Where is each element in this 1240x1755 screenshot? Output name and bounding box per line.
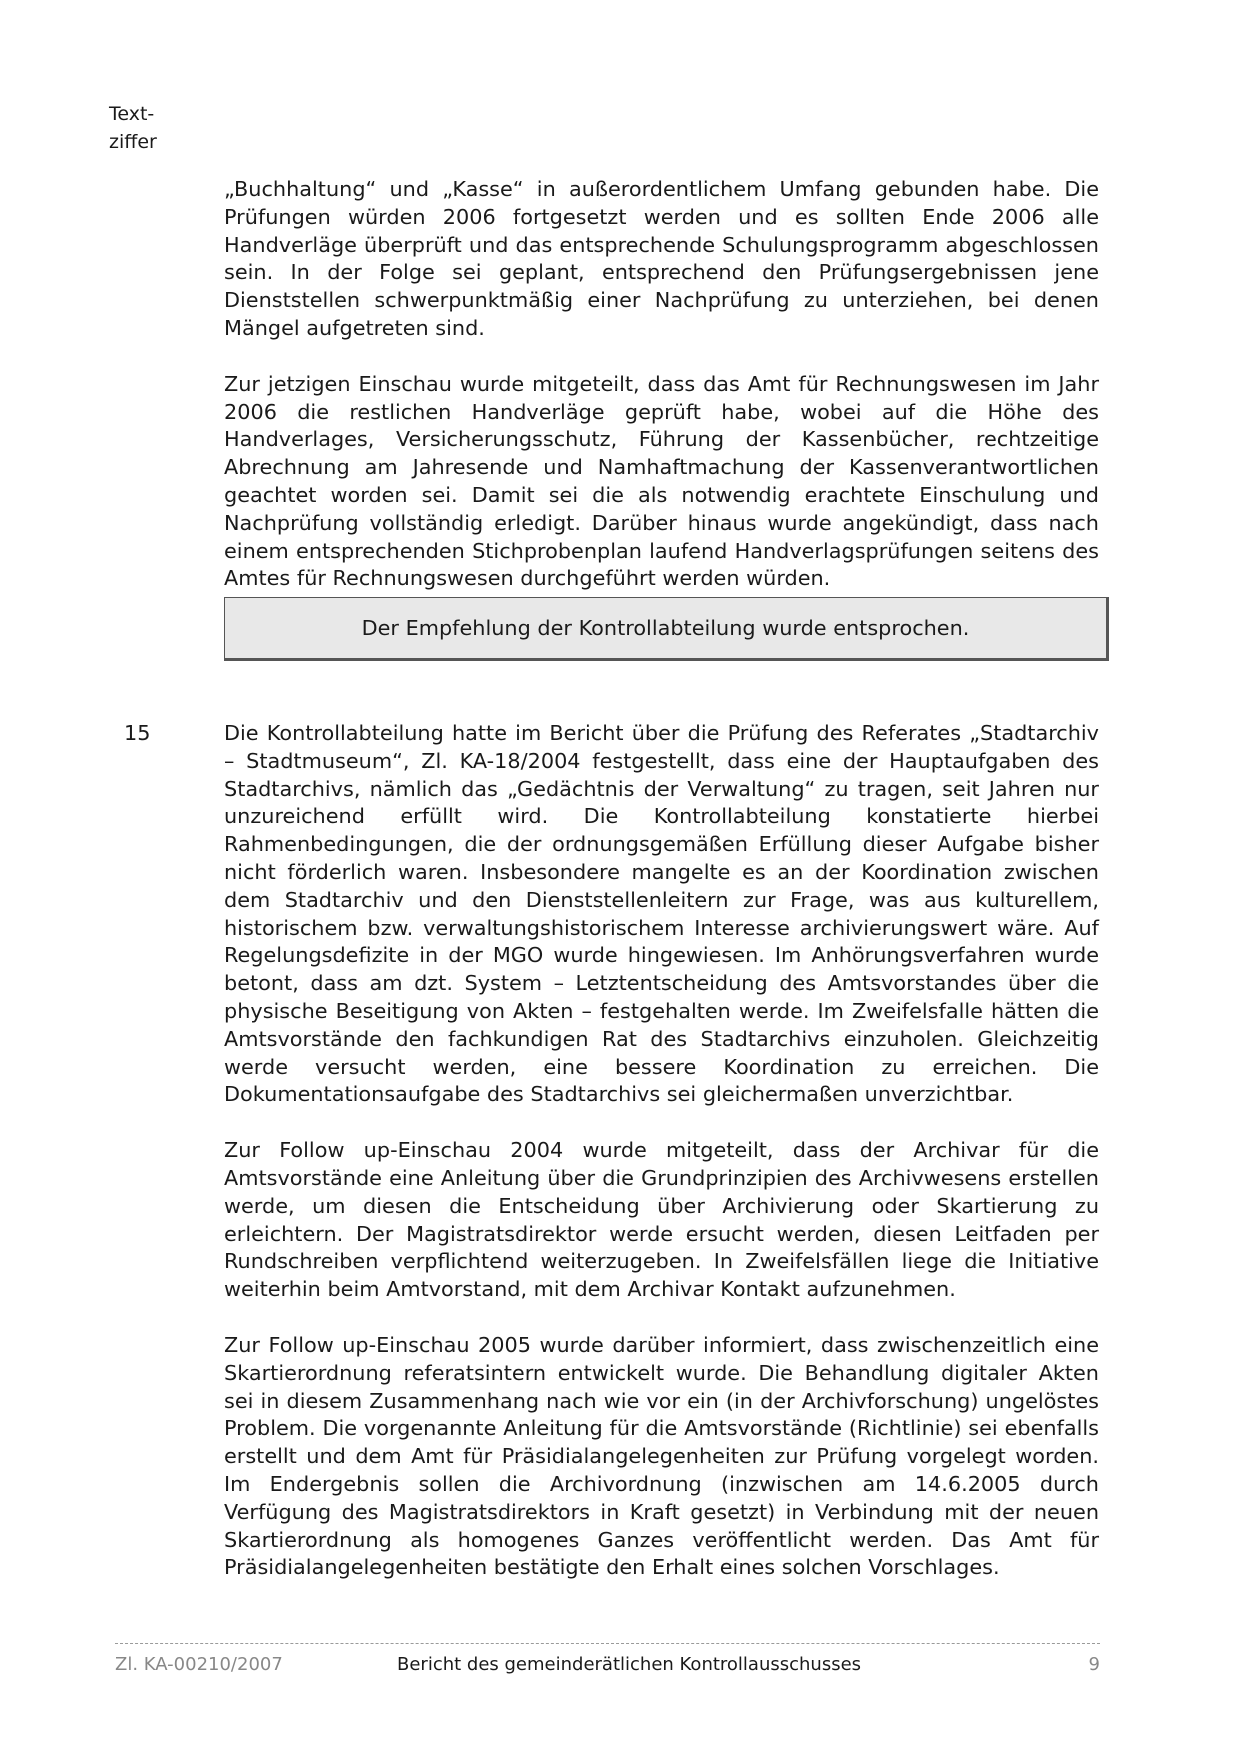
paragraph: Zur Follow up-Einschau 2004 wurde mitgeteilt, dass der Archivar für die Amtsvorstände eine Anleitung über die Grundprinzipien des Archivwesens erstellen werde, um diesen die Entscheidung über Archivierung oder Skartierung zu erleichtern. Der Magistratsdirektor werde ersucht werden, diesen Leitfaden per Rundschreiben verpflichtend weiterzugeben. In Zweifelsfällen liege die Initiative weiterhin beim Amtvorstand, mit dem Archivar Kontakt aufzunehmen. [224, 1138, 1099, 1302]
paragraph: Zur Follow up-Einschau 2005 wurde darüber informiert, dass zwischenzeitlich eine Skartierordnung referatsintern entwickelt wurde. Die Behandlung digitaler Akten sei in diesem Zusammenhang nach wie vor ein (in der Archivforschung) ungelöstes Problem. Die vorgenannte Anleitung für die Amtsvorstände (Richtlinie) sei ebenfalls erstellt und dem Amt für Präsidialangelegenheiten zur Prüfung vorgelegt worden. Im Endergebnis sollen die Archivordnung (inzwischen am 14.6.2005 durch Verfügung des Magistratsdirektors in Kraft gesetzt) in Verbindung mit der neuen Skartierordnung als homogenes Ganzes veröffentlicht werden. Das Amt für Präsidialangelegenheiten bestätigte den Erhalt eines solchen Vorschlages. [224, 1332, 1099, 1580]
paragraph: „Buchhaltung“ und „Kasse“ in außerordentlichem Umfang gebunden habe. Die Prüfungen würden 2006 fortgesetzt werden und es sollten Ende 2006 alle Handverläge überprüft und das entsprechende Schulungsprogramm abgeschlossen sein. In der Folge sei geplant, entsprechend den Prüfungsergebnissen jene Dienststellen schwerpunktmäßig einer Nachprüfung zu unterziehen, bei denen Mängel aufgetreten sind. [224, 177, 1099, 340]
margin-label-line-2: ziffer [109, 131, 157, 153]
continued-text-block [224, 176, 1099, 593]
item-text-block [224, 720, 1099, 1582]
item-number: 15 [124, 721, 151, 745]
margin-label-line-1: Text- [109, 103, 155, 125]
page-number: 9 [1088, 1654, 1100, 1675]
footer-divider [115, 1643, 1100, 1644]
conclusion-text: Der Empfehlung der Kontrollabteilung wurde entsprochen. [361, 616, 970, 640]
footer-title: Bericht des gemeinderätlichen Kontrollausschusses [397, 1654, 862, 1675]
paragraph: Zur jetzigen Einschau wurde mitgeteilt, dass das Amt für Rechnungswesen im Jahr 2006 die restlichen Handverläge geprüft habe, wobei auf die Höhe des Handverlages, Versicherungsschutz, Führung der Kassenbücher, rechtzeitige Abrechnung am Jahresende und Namhaftmachung der Kassenverantwortlichen geachtet worden sei. Damit sei die als notwendig erachtete Einschulung und Nachprüfung vollständig erledigt. Darüber hinaus wurde angekündigt, dass nach einem entsprechenden Stichprobenplan laufend Handverlagsprüfungen seitens des Amtes für Rechnungswesen durchgeführt werden würden. [224, 371, 1099, 591]
footer-reference: Zl. KA-00210/2007 [115, 1654, 283, 1675]
conclusion-box [224, 597, 1109, 661]
margin-label-textziffer [109, 100, 169, 156]
page-footer [115, 1652, 1100, 1678]
paragraph: Die Kontrollabteilung hatte im Bericht über die Prüfung des Referates „Stadtarchiv – Stadtmuseum“, Zl. KA-18/2004 festgestellt, dass eine der Hauptaufgaben des Stadtarchivs, nämlich das „Gedächtnis der Verwaltung“ zu tragen, seit Jahren nur unzureichend erfüllt wird. Die Kontrollabteilung konstatierte hierbei Rahmenbedingungen, die der ordnungsgemäßen Erfüllung dieser Aufgabe bisher nicht förderlich waren. Insbesondere mangelte es an der Koordination zwischen dem Stadtarchiv und den Dienststellenleitern zur Frage, was aus kulturellem, historischem bzw. verwaltungshistorischem Interesse archivierungswert wäre. Auf Regelungsdefizite in der MGO wurde hingewiesen. Im Anhörungsverfahren wurde betont, dass am dzt. System – Letztentscheidung des Amtsvorstandes über die physische Beseitigung von Akten – festgehalten werde. Im Zweifelsfalle hätten die Amtsvorstände den fachkundigen Rat des Stadtarchivs einzuholen. Gleichzeitig werde versucht werden, eine bessere Koordination zu erreichen. Die Dokumentationsaufgabe des Stadtarchivs sei gleichermaßen unverzichtbar. [224, 721, 1099, 1107]
